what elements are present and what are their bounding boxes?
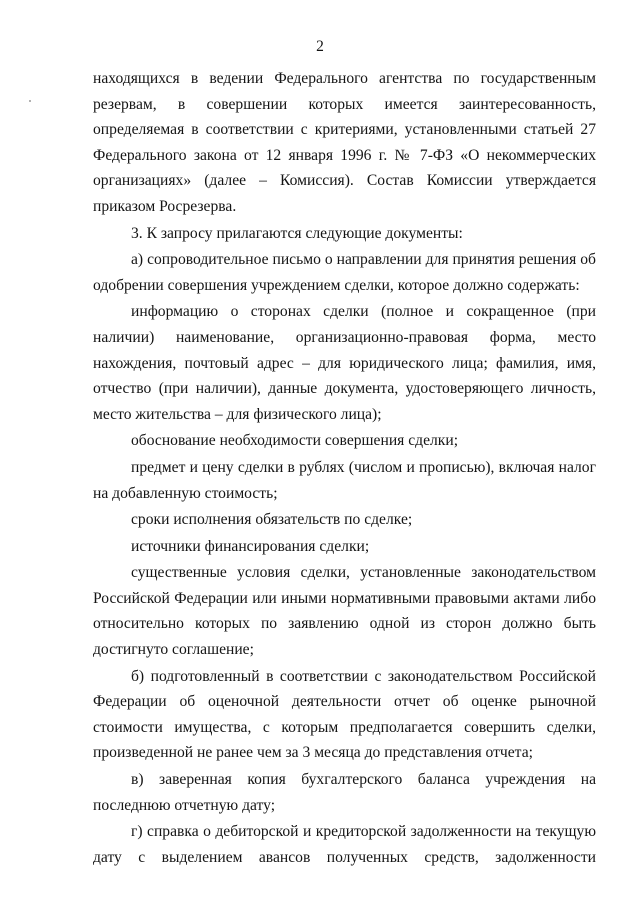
scan-speck bbox=[29, 100, 31, 102]
paragraph-deadlines: сроки исполнения обязательств по сделке; bbox=[131, 511, 413, 529]
paragraph-justification: обоснование необходимости совершения сделки; bbox=[131, 432, 459, 450]
paragraph-subject-price: предмет и цену сделки в рублях (числом и прописью), включая налог на добавленную стоимость; bbox=[93, 458, 596, 502]
paragraph-parties-info: информацию о сторонах сделки (полное и сокращенное (при наличии) наименование, организационно-правовая форма, место нахождения, почтовый адрес – для юридического лица; фамилия, имя, отчество (при наличии), данные документа, удостоверяющего личность, место жительства – для физического лица); bbox=[93, 303, 596, 423]
paragraph-commission: находящихся в ведении Федерального агентства по государственным резервам, в совершении которых имеется заинтересованность, определяемая в соответствии с критериями, установленными статьей 27 Федерального закона от 12 января 1996 г. № 7-ФЗ «О некоммерческих организациях» (далее – Комиссия). Состав Комиссии утверждается приказом Росрезерва. bbox=[93, 70, 596, 215]
document-body bbox=[93, 66, 596, 870]
paragraph-financing: источники финансирования сделки; bbox=[131, 537, 370, 555]
paragraph-item-g: г) справка о дебиторской и кредиторской задолженности на текущую дату с выделением авансов полученных средств, задолженности bbox=[93, 823, 596, 866]
paragraph-item-a: а) сопроводительное письмо о направлении для принятия решения об одобрении совершения учреждением сделки, которое должно содержать: bbox=[93, 251, 596, 294]
paragraph-item-3: 3. К запросу прилагаются следующие документы: bbox=[131, 224, 463, 242]
paragraph-item-v: в) заверенная копия бухгалтерского баланса учреждения на последнюю отчетную дату; bbox=[93, 771, 596, 814]
paragraph-essential-terms: существенные условия сделки, установленные законодательством Российской Федерации или иными нормативными правовыми актами либо относительно которых по заявлению одной из сторон должно быть достигнуто соглашение; bbox=[93, 564, 596, 659]
paragraph-item-b: б) подготовленный в соответствии с законодательством Российской Федерации об оценочной деятельности отчет об оценке рыночной стоимости имущества, с которым предполагается совершить сделки, произведенной не ранее чем за 3 месяца до представления отчета; bbox=[93, 667, 596, 762]
page-number: 2 bbox=[316, 38, 324, 55]
